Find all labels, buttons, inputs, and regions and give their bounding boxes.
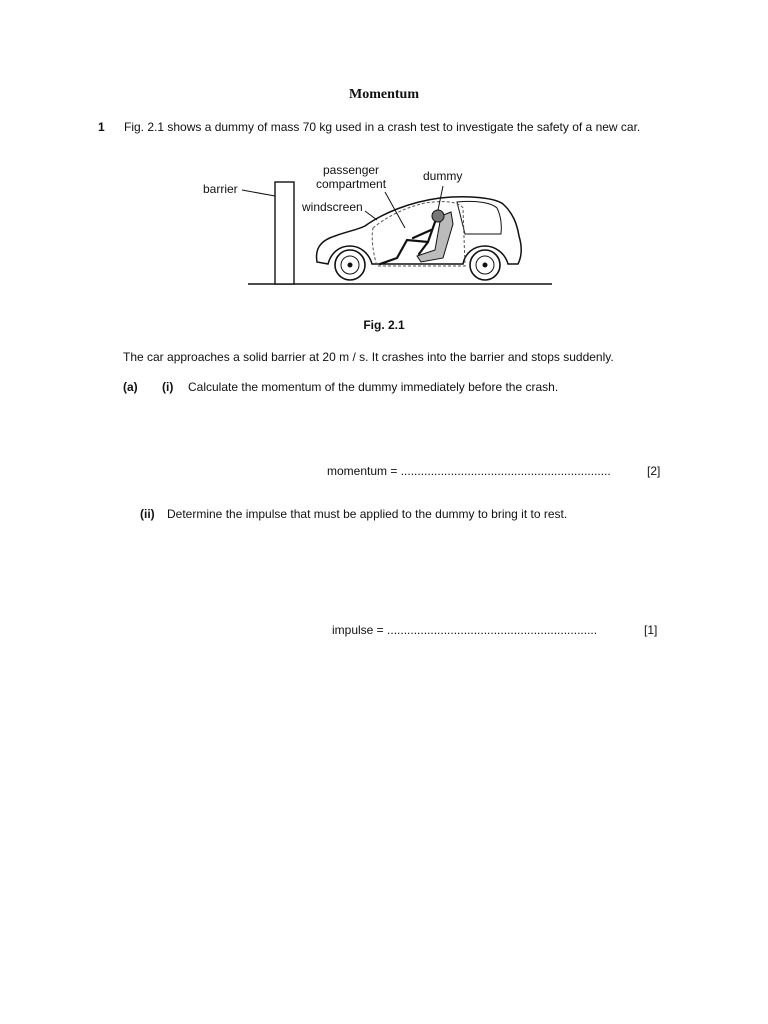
- part-a-i-text: Calculate the momentum of the dummy immediately before the crash.: [188, 380, 559, 394]
- passenger-label-line2: compartment: [316, 177, 387, 191]
- passenger-label-line1: passenger: [323, 163, 380, 177]
- question-statement: The car approaches a solid barrier at 20 m / s. It crashes into the barrier and stops suddenly.: [123, 350, 614, 364]
- part-a-ii-text: Determine the impulse that must be applied to the dummy to bring it to rest.: [167, 507, 568, 521]
- question-number: 1: [98, 120, 105, 134]
- windscreen-leader: [365, 211, 377, 220]
- part-a-label: (a): [123, 380, 138, 394]
- dummy-label: dummy: [423, 169, 463, 183]
- part-a-i-marks: [2]: [647, 464, 661, 478]
- barrier-label: barrier: [203, 182, 238, 196]
- momentum-answer-line[interactable]: momentum = ...............................................................: [327, 464, 611, 478]
- part-a-i-label: (i): [162, 380, 174, 394]
- impulse-answer-line[interactable]: impulse = ...............................................................: [332, 623, 598, 637]
- question-intro: Fig. 2.1 shows a dummy of mass 70 kg used in a crash test to investigate the safety of a new car.: [124, 120, 641, 134]
- barrier-leader: [242, 190, 275, 196]
- part-a-ii-marks: [1]: [644, 623, 658, 637]
- page-title: Momentum: [349, 87, 419, 102]
- windscreen-label: windscreen: [302, 200, 363, 214]
- crash-test-diagram: [195, 158, 565, 293]
- figure-caption: Fig. 2.1: [363, 318, 405, 332]
- barrier-shape: [275, 182, 294, 284]
- dummy-head: [432, 210, 444, 222]
- part-a-ii-label: (ii): [140, 507, 155, 521]
